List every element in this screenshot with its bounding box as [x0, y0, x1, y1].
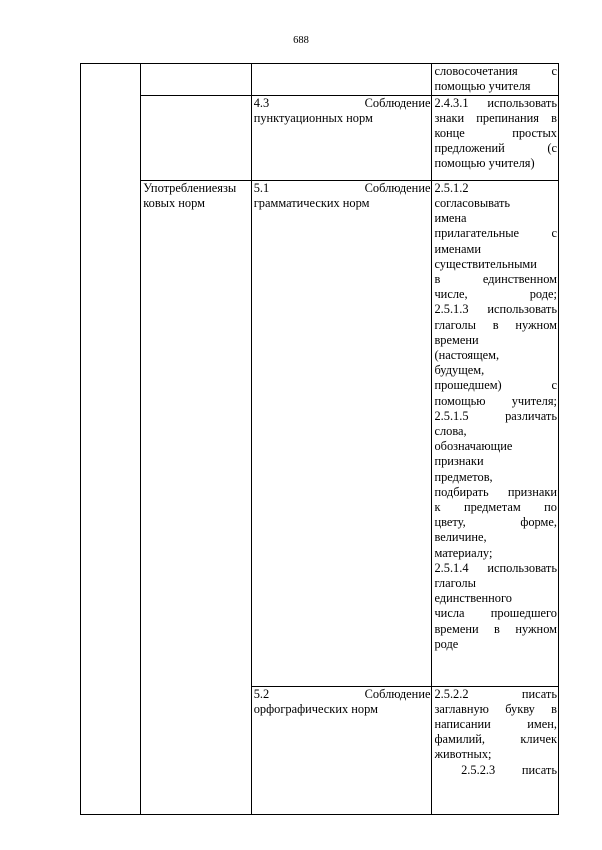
content-line: признаки — [434, 454, 484, 469]
area-title-line: ковых норм — [143, 195, 205, 210]
content-line: обозначающие — [434, 439, 513, 454]
content-line: глаголы — [434, 576, 476, 591]
content-line: 2.5.2.2 писать — [434, 686, 557, 701]
table-row — [81, 64, 559, 96]
content-line: помощью учителя) — [434, 156, 535, 171]
content-line: единственного — [434, 591, 512, 606]
content-line: согласовывать — [434, 195, 511, 210]
content-line: числе, роде; — [434, 287, 557, 302]
content-line: предметов, — [434, 469, 493, 484]
content-line: 2.5.1.5 различать — [434, 408, 557, 423]
area-cell — [141, 95, 251, 180]
content-line: цвету, форме, — [434, 515, 557, 530]
content-line: прилагательные с — [434, 226, 557, 241]
content-line: помощью учителя; — [434, 393, 557, 408]
content-line: в единственном — [434, 272, 557, 286]
norm-title-line: грамматических норм — [253, 195, 370, 210]
area-cell — [141, 64, 251, 96]
content-line: числа прошедшего — [434, 606, 557, 621]
content-line: животных; — [434, 747, 492, 762]
content-line: 2.5.2.3 писать — [434, 762, 557, 777]
content-line: роде — [434, 636, 459, 651]
content-line: подбирать признаки — [434, 484, 557, 499]
norm-cell — [251, 686, 432, 814]
norm-title-line: 4.3 Соблюдение — [253, 95, 431, 110]
content-line: именами — [434, 241, 482, 256]
page-number: 688 — [293, 35, 309, 46]
content-line: величине, — [434, 530, 487, 545]
content-line: существительными — [434, 256, 537, 271]
content-line: 2.5.1.3 использовать — [434, 302, 557, 317]
content-line: фамилий, кличек — [434, 732, 557, 747]
curriculum-table — [80, 63, 559, 815]
table-row — [81, 95, 559, 180]
content-line: имена — [434, 211, 467, 226]
table-row — [81, 180, 559, 686]
content-line: 2.5.1.4 использовать — [434, 560, 557, 575]
content-line: 2.4.3.1 использовать — [434, 95, 557, 110]
content-line: знаки препинания в — [434, 110, 557, 125]
norm-title-line: 5.2 Соблюдение — [253, 686, 431, 701]
content-line: слова, — [434, 424, 467, 439]
content-cell — [432, 95, 559, 180]
content-line: времени в нужном — [434, 621, 557, 636]
content-line: написании имен, — [434, 716, 557, 731]
norm-cell — [251, 64, 432, 96]
content-cell — [432, 64, 559, 96]
content-line: времени — [434, 332, 479, 347]
content-line: заглавную букву в — [434, 701, 557, 716]
content-line: будущем, — [434, 363, 485, 378]
content-line: прошедшем) с — [434, 378, 557, 393]
content-line: глаголы в нужном — [434, 317, 557, 332]
norm-cell — [251, 180, 432, 686]
norm-title-line: орфографических норм — [253, 701, 378, 716]
content-cell — [432, 180, 559, 686]
content-line: 2.5.1.2 — [434, 180, 469, 195]
content-cell — [432, 686, 559, 814]
content-line: конце простых — [434, 125, 557, 140]
content-line: предложений (с — [434, 141, 557, 156]
norm-cell — [251, 95, 432, 180]
content-line: словосочетания с — [434, 64, 557, 78]
norm-title-line: пунктуационных норм — [253, 110, 373, 125]
content-line: (настоящем, — [434, 348, 500, 363]
area-cell — [141, 180, 251, 814]
content-line: материалу; — [434, 545, 493, 560]
content-line: помощью учителя — [434, 79, 531, 94]
norm-title-line: 5.1 Соблюдение — [253, 180, 431, 195]
content-line: к предметам по — [434, 500, 557, 515]
section-cell — [81, 64, 141, 815]
area-title-line: Употреблениеязы — [143, 180, 237, 195]
